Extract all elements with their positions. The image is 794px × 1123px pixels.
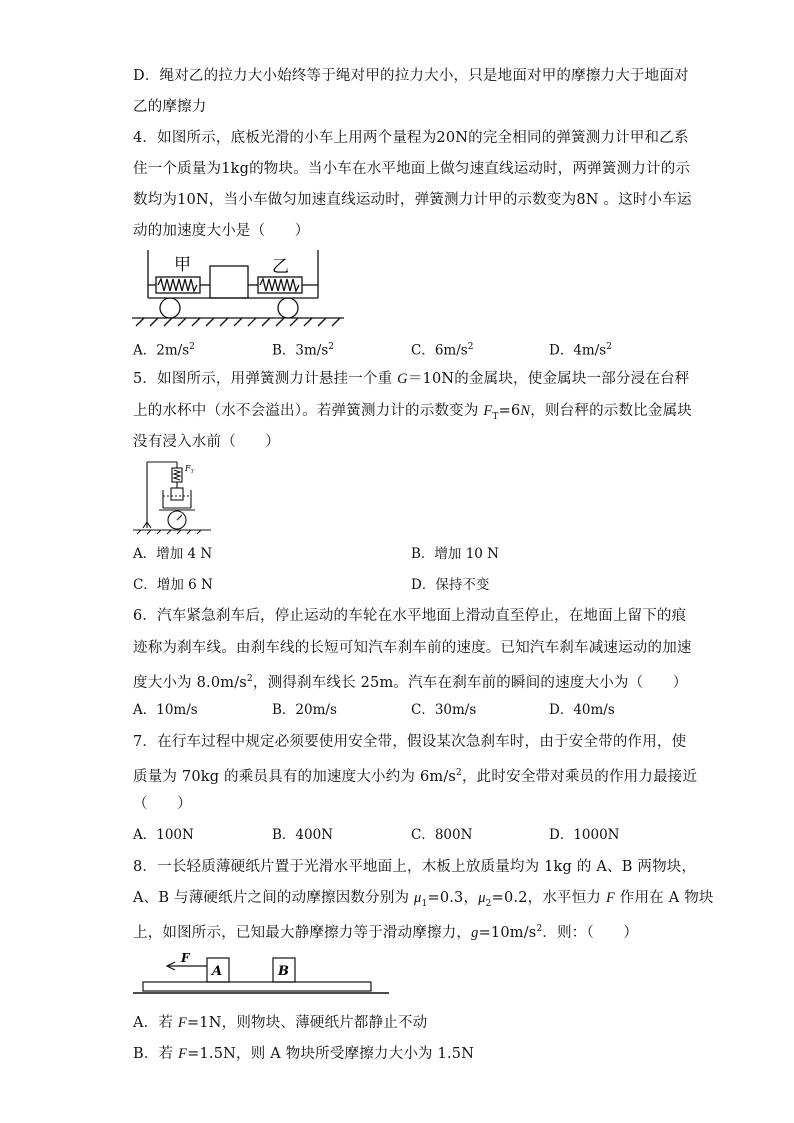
q5-scale-figure: [133, 458, 213, 534]
q5-option-a[interactable]: A．增加 4 N: [133, 546, 213, 562]
q8-option-b[interactable]: B．若 F=1.5N，则 A 物块所受摩擦力大小为 1.5N: [133, 1046, 475, 1062]
q4-stem-line3: 数均为10N，当小车做匀加速直线运动时，弹簧测力计甲的示数变为8N 。这时小车运: [133, 192, 692, 208]
q5-option-b[interactable]: B．增加 10 N: [411, 546, 499, 562]
q8-block-a-label: A: [212, 964, 223, 979]
q8-force-label: F: [181, 951, 190, 965]
q4-stem-line1: 4．如图所示，底板光滑的小车上用两个量程为20N的完全相同的弹簧测力计甲和乙系: [133, 130, 689, 146]
q5-figure-force-label: $F_T$: [185, 464, 194, 475]
q6-option-a[interactable]: A．10m/s: [133, 702, 198, 718]
q5-stem-line1: 5．如图所示，用弹簧测力计悬挂一个重 G＝10N的金属块，使金属块一部分浸在台秤: [133, 371, 690, 387]
q6-option-d[interactable]: D．40m/s: [549, 702, 615, 718]
q8-stem-line2: A、B 与薄硬纸片之间的动摩擦因数分别为 $\mu_1=0.3$，$\mu_2=0.2$，水平恒力 F 作用在 A 物块: [133, 890, 714, 909]
q4-label-left: 甲: [174, 255, 191, 275]
q7-stem-line1: 7．在行车过程中规定必须要使用安全带，假设某次急刹车时，由于安全带的作用，使: [133, 734, 687, 750]
q8-option-a[interactable]: A．若 F=1N，则物块、薄硬纸片都静止不动: [133, 1015, 428, 1031]
q7-option-a[interactable]: A．100N: [133, 827, 194, 843]
q7-option-c[interactable]: C．800N: [411, 827, 473, 843]
q6-stem-line3: 度大小为 $8.0m/s^2$，测得刹车线长 25m。汽车在刹车前的瞬间的速度大小为（ ）: [133, 674, 688, 691]
q6-stem-line1: 6．汽车紧急刹车后，停止运动的车轮在水平地面上滑动直至停止，在地面上留下的痕: [133, 608, 687, 624]
q8-stem-line1: 8．一长轻质薄硬纸片置于光滑水平地面上，木板上放质量均为 1kg 的 A、B 两物块，: [133, 859, 697, 875]
q7-option-b[interactable]: B．400N: [272, 827, 334, 843]
q8-stem-line3: 上，如图所示，已知最大静摩擦力等于滑动摩擦力，$g=10m/s^2$．则：（ ）: [133, 924, 639, 941]
q6-stem-line2: 迹称为刹车线。由刹车线的长短可知汽车刹车前的速度。已知汽车刹车减速运动的加速: [133, 640, 692, 656]
q4-label-right: 乙: [272, 257, 289, 277]
q4-stem-line4: 动的加速度大小是（ ）: [133, 223, 310, 239]
q3-option-d-line2: 乙的摩擦力: [133, 99, 207, 115]
q6-option-b[interactable]: B．20m/s: [272, 702, 337, 718]
q5-stem-line2: 上的水杯中（水不会溢出）。若弹簧测力计的示数变为 $F_T=6N$，则台秤的示数比金属块: [133, 403, 692, 422]
q4-stem-line2: 住一个质量为1kg的物块。当小车在水平地面上做匀速直线运动时，两弹簧测力计的示: [133, 161, 691, 177]
q4-option-b[interactable]: B．$3m/s^2$: [272, 342, 335, 359]
q5-option-c[interactable]: C．增加 6 N: [133, 577, 213, 593]
q4-cart-figure: [130, 246, 350, 326]
q7-stem-line2: 质量为 70kg 的乘员具有的加速度大小约为 $6m/s^2$，此时安全带对乘员的作用力最接近: [133, 768, 698, 785]
q4-option-c[interactable]: C．$6m/s^2$: [411, 342, 474, 359]
q7-stem-line3: （ ）: [133, 796, 192, 812]
q5-stem-line3: 没有浸入水前（ ）: [133, 434, 280, 450]
q8-blocks-figure: [133, 952, 393, 998]
q3-option-d-line1[interactable]: D．绳对乙的拉力大小始终等于绳对甲的拉力大小，只是地面对甲的摩擦力大于地面对: [133, 68, 689, 84]
q6-option-c[interactable]: C．30m/s: [411, 702, 477, 718]
q8-block-b-label: B: [278, 964, 289, 979]
q4-option-d[interactable]: D．$4m/s^2$: [549, 342, 612, 359]
q4-option-a[interactable]: A．$2m/s^2$: [133, 342, 195, 359]
q7-option-d[interactable]: D．1000N: [549, 827, 620, 843]
q5-option-d[interactable]: D．保持不变: [411, 577, 490, 593]
